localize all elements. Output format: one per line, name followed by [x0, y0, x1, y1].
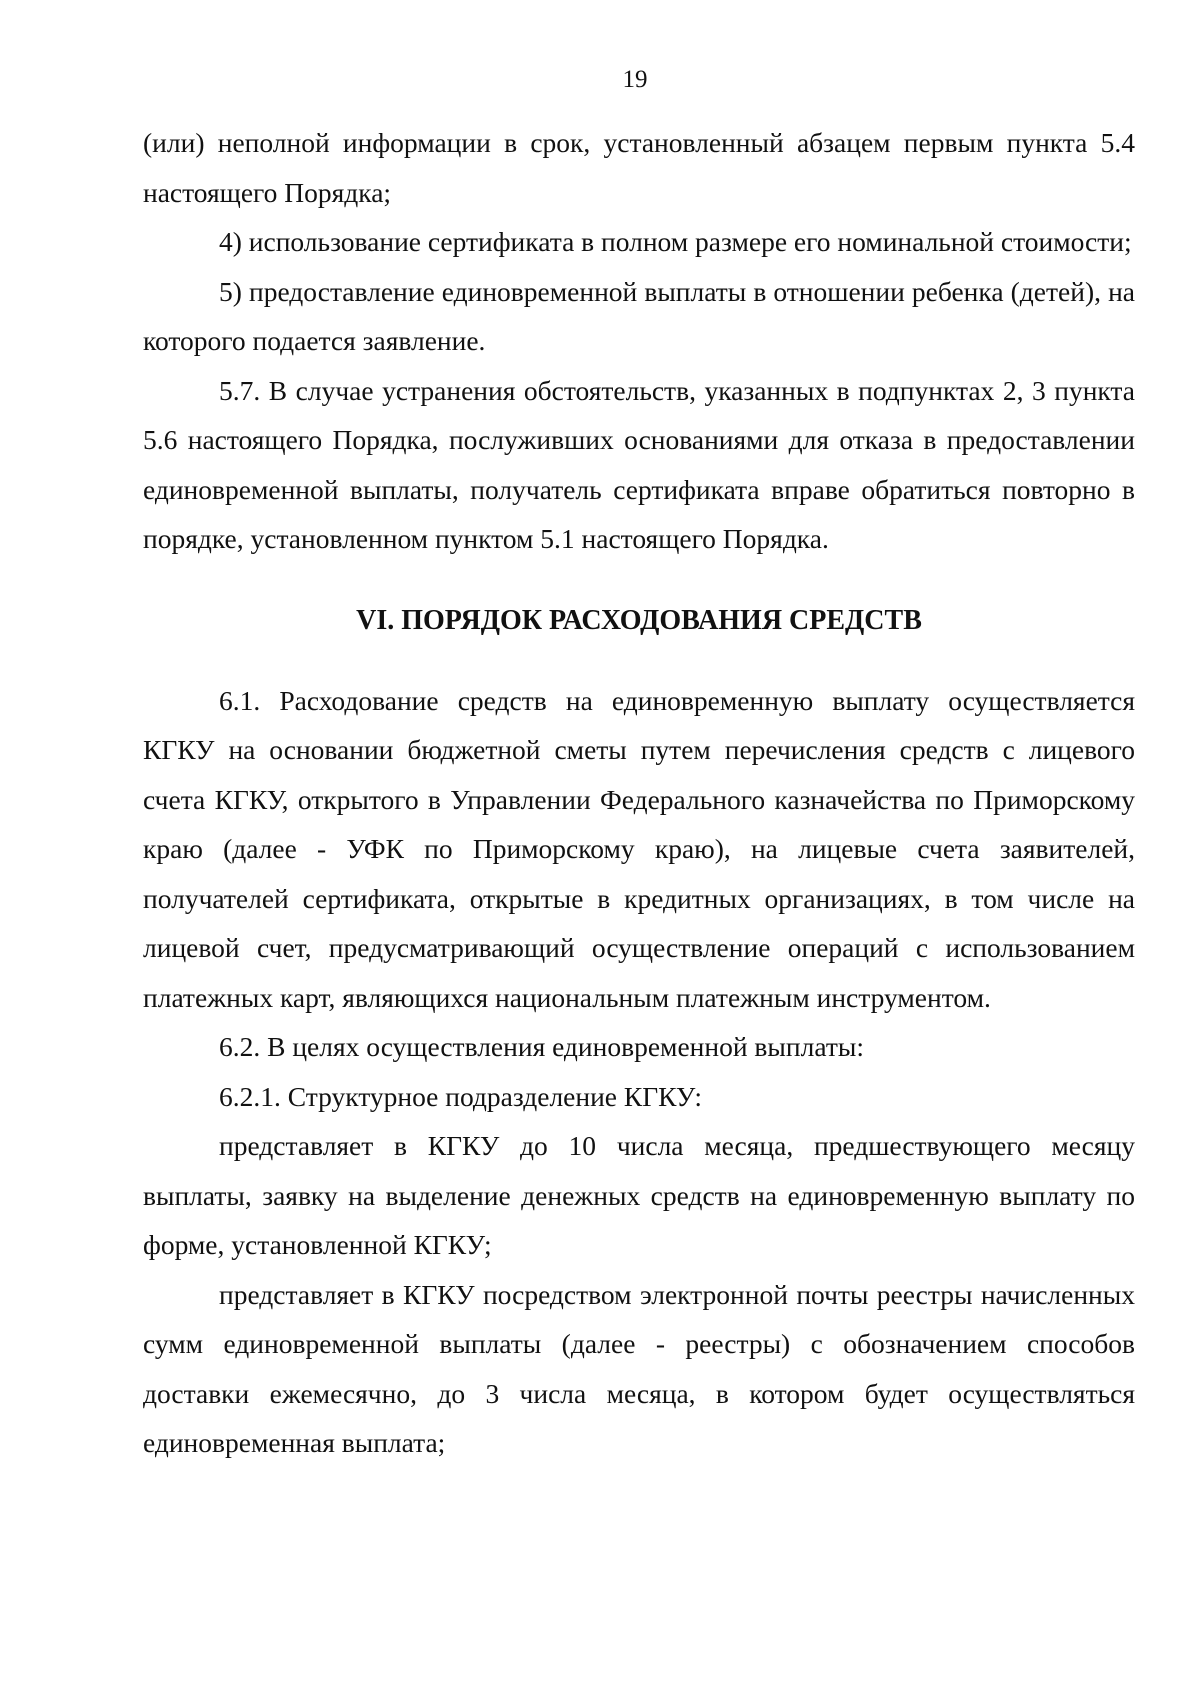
paragraph-6-2: 6.2. В целях осуществления единовременной выплаты: — [219, 1031, 864, 1062]
document-body — [143, 118, 1135, 1468]
page-number: 19 — [622, 66, 648, 93]
paragraph-continuation: (или) неполной информации в срок, установленный абзацем первым пункта 5.4 настоящего Порядка; — [143, 127, 1135, 208]
paragraph-6-1: 6.1. Расходование средств на единовременную выплату осуществляется КГКУ на основании бюджетной сметы путем перечисления средств с лицевого счета КГКУ, открытого в Управлении Федерального казначейства по Приморскому краю (далее - УФК по Приморскому краю), на лицевые счета заявителей, получателей сертификата, открытые в кредитных организациях, в том числе на лицевой счет, предусматривающий осуществление операций с использованием платежных карт, являющихся национальным платежным инструментом. — [143, 684, 1135, 1013]
paragraph-submits-registers: представляет в КГКУ посредством электронной почты реестры начисленных сумм единовременной выплаты (далее - реестры) с обозначением способов доставки ежемесячно, до 3 числа месяца, в котором будет осуществляться единовременная выплата; — [143, 1278, 1135, 1458]
paragraph-6-2-1: 6.2.1. Структурное подразделение КГКУ: — [219, 1080, 702, 1112]
paragraph-submits-request: представляет в КГКУ до 10 числа месяца, предшествующего месяцу выплаты, заявку на выделение денежных средств на единовременную выплату по форме, установленной КГКУ; — [143, 1130, 1135, 1260]
section-heading: VI. ПОРЯДОК РАСХОДОВАНИЯ СРЕДСТВ — [356, 604, 922, 636]
paragraph-5-7: 5.7. В случае устранения обстоятельств, указанных в подпунктах 2, 3 пункта 5.6 настоящего Порядка, послуживших основаниями для отказа в предоставлении единовременной выплаты, получатель сертификата вправе обратиться повторно в порядке, установленном пунктом 5.1 настоящего Порядка. — [143, 374, 1135, 554]
paragraph-item-5: 5) предоставление единовременной выплаты в отношении ребенка (детей), на которого подается заявление. — [143, 275, 1135, 356]
paragraph-item-4: 4) использование сертификата в полном размере его номинальной стоимости; — [219, 226, 1132, 257]
